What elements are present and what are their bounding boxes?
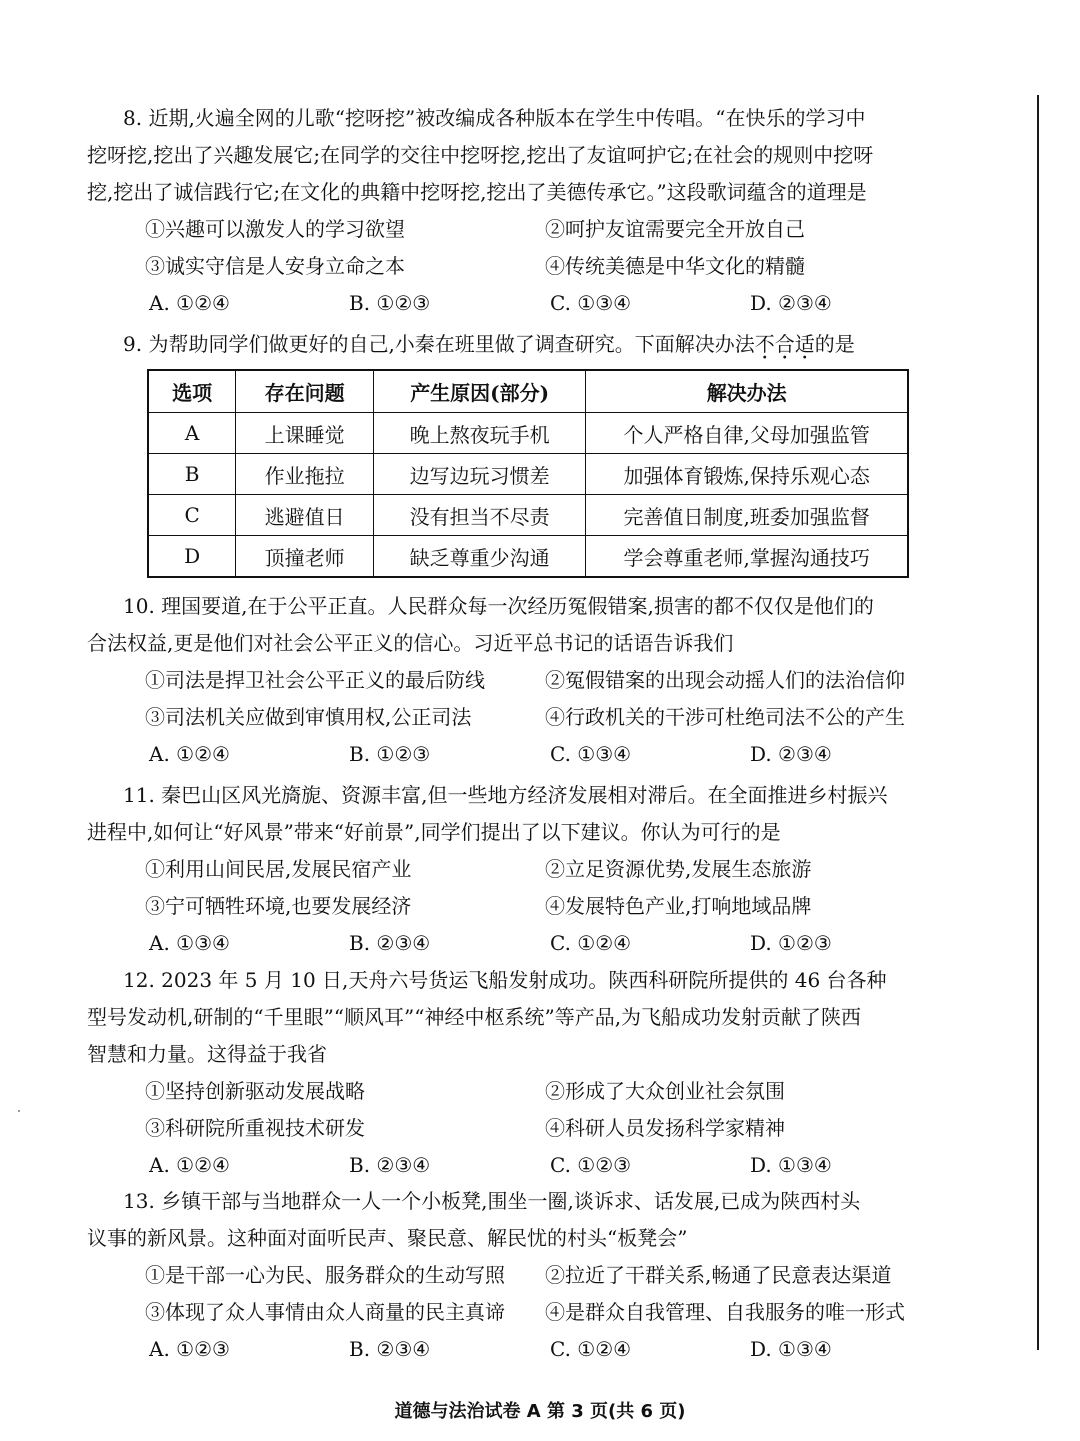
option-row [87, 1257, 987, 1294]
choice-c: C. ①②③ [550, 1153, 632, 1177]
table-cell: C [148, 495, 236, 536]
table-row [148, 413, 908, 454]
option-3: ③宁可牺牲环境,也要发展经济 [145, 894, 412, 918]
choice-b: B. ①②③ [349, 291, 431, 315]
table-cell: 晚上熬夜玩手机 [373, 413, 585, 454]
choice-b: B. ②③④ [349, 1153, 431, 1177]
choice-c: C. ①②④ [550, 931, 632, 955]
choice-a: A. ①②③ [149, 1337, 230, 1361]
table-header: 选项 [148, 370, 236, 413]
table-cell: 没有担当不尽责 [373, 495, 585, 536]
table-row [148, 495, 908, 536]
choice-d: D. ②③④ [750, 742, 832, 766]
option-row [87, 1294, 987, 1331]
table-cell: 个人严格自律,父母加强监管 [586, 413, 908, 454]
table-header: 存在问题 [236, 370, 374, 413]
option-2: ②拉近了干群关系,畅通了民意表达渠道 [545, 1263, 892, 1287]
question-stem-line: 11. 秦巴山区风光旖旎、资源丰富,但一些地方经济发展相对滞后。在全面推进乡村振兴 [123, 783, 888, 807]
option-4: ④发展特色产业,打响地域品牌 [545, 894, 812, 918]
choice-d: D. ①③④ [750, 1337, 832, 1361]
option-row [87, 248, 987, 285]
option-1: ①是干部一心为民、服务群众的生动写照 [145, 1263, 505, 1287]
option-2: ②呵护友谊需要完全开放自己 [545, 217, 805, 241]
choice-d: D. ②③④ [750, 291, 832, 315]
question-13 [87, 1183, 987, 1368]
option-1: ①利用山间民居,发展民宿产业 [145, 857, 412, 881]
choice-a: A. ①②④ [149, 291, 230, 315]
option-3: ③科研院所重视技术研发 [145, 1116, 365, 1140]
table-cell: 上课睡觉 [236, 413, 374, 454]
table-header: 解决办法 [586, 370, 908, 413]
option-4: ④科研人员发扬科学家精神 [545, 1116, 785, 1140]
table-header: 产生原因(部分) [373, 370, 585, 413]
choice-row [87, 285, 987, 322]
question-stem-line: 12. 2023 年 5 月 10 日,天舟六号货运飞船发射成功。陕西科研院所提供的 46 台各种 [123, 968, 887, 992]
table-cell: B [148, 454, 236, 495]
option-3: ③体现了众人事情由众人商量的民主真谛 [145, 1300, 505, 1324]
option-3: ③司法机关应做到审慎用权,公正司法 [145, 705, 472, 729]
choice-row [87, 1331, 987, 1368]
choice-c: C. ①③④ [550, 291, 632, 315]
table-cell: 顶撞老师 [236, 536, 374, 578]
option-row [87, 851, 987, 888]
choice-a: A. ①②④ [149, 742, 230, 766]
table-row [148, 454, 908, 495]
question-8 [87, 100, 987, 322]
option-row [87, 888, 987, 925]
page-footer: 道德与法治试卷 A 第 3 页(共 6 页) [394, 1401, 686, 1422]
stem-text: 的是 [814, 332, 855, 356]
table-cell: 缺乏尊重少沟通 [373, 536, 585, 578]
option-row [87, 211, 987, 248]
question-9 [87, 326, 987, 363]
option-2: ②冤假错案的出现会动摇人们的法治信仰 [545, 668, 905, 692]
option-4: ④传统美德是中华文化的精髓 [545, 254, 805, 278]
table-cell: 边写边玩习惯差 [373, 454, 585, 495]
option-row [87, 1110, 987, 1147]
choice-row [87, 925, 987, 962]
option-row [87, 662, 987, 699]
option-1: ①兴趣可以激发人的学习欲望 [145, 217, 405, 241]
choice-c: C. ①②④ [550, 1337, 632, 1361]
choice-d: D. ①②③ [750, 931, 832, 955]
choice-row [87, 1147, 987, 1184]
option-1: ①司法是捍卫社会公平正义的最后防线 [145, 668, 485, 692]
question-stem-line [87, 326, 987, 363]
option-2: ②立足资源优势,发展生态旅游 [545, 857, 812, 881]
question-stem-line: 智慧和力量。这得益于我省 [87, 1042, 327, 1066]
option-4: ④是群众自我管理、自我服务的唯一形式 [545, 1300, 905, 1324]
option-2: ②形成了大众创业社会氛围 [545, 1079, 785, 1103]
choice-a: A. ①②④ [149, 1153, 230, 1177]
table-header-row [148, 370, 908, 413]
choice-c: C. ①③④ [550, 742, 632, 766]
option-1: ①坚持创新驱动发展战略 [145, 1079, 365, 1103]
table-cell: A [148, 413, 236, 454]
choice-a: A. ①③④ [149, 931, 230, 955]
choice-d: D. ①③④ [750, 1153, 832, 1177]
table-cell: 逃避值日 [236, 495, 374, 536]
stem-text: 9. 为帮助同学们做更好的自己,小秦在班里做了调查研究。下面解决办法 [123, 332, 755, 356]
question-stem-line: 8. 近期,火遍全网的儿歌“挖呀挖”被改编成各种版本在学生中传唱。“在快乐的学习中 [123, 106, 866, 130]
table-cell: 学会尊重老师,掌握沟通技巧 [586, 536, 908, 578]
table-cell: D [148, 536, 236, 578]
scan-speck [18, 1110, 20, 1112]
question-stem-line: 挖呀挖,挖出了兴趣发展它;在同学的交往中挖呀挖,挖出了友谊呵护它;在社会的规则中挖呀 [87, 143, 874, 167]
option-row [87, 1073, 987, 1110]
question-11 [87, 777, 987, 962]
choice-b: B. ②③④ [349, 1337, 431, 1361]
question-stem-line: 议事的新风景。这种面对面听民声、聚民意、解民忧的村头“板凳会” [87, 1226, 688, 1250]
choice-b: B. ②③④ [349, 931, 431, 955]
table-cell: 作业拖拉 [236, 454, 374, 495]
question-10 [87, 588, 987, 773]
table-cell: 完善值日制度,班委加强监督 [586, 495, 908, 536]
question-stem-line: 型号发动机,研制的“千里眼”“顺风耳”“神经中枢系统”等产品,为飞船成功发射贡献了陕西 [87, 1005, 862, 1029]
question-stem-line: 13. 乡镇干部与当地群众一人一个小板凳,围坐一圈,谈诉求、话发展,已成为陕西村头 [123, 1189, 861, 1213]
question-stem-line: 10. 理国要道,在于公平正直。人民群众每一次经历冤假错案,损害的都不仅仅是他们的 [123, 594, 874, 618]
emphasis-char: 适 [794, 332, 815, 356]
option-4: ④行政机关的干涉可杜绝司法不公的产生 [545, 705, 905, 729]
question-stem-line: 挖,挖出了诚信践行它;在文化的典籍中挖呀挖,挖出了美德传承它。”这段歌词蕴含的道理是 [87, 180, 867, 204]
emphasis-char: 不 [754, 332, 775, 356]
option-3: ③诚实守信是人安身立命之本 [145, 254, 405, 278]
table-row [148, 536, 908, 578]
emphasis-char: 合 [774, 332, 795, 356]
choice-row [87, 736, 987, 773]
choice-b: B. ①②③ [349, 742, 431, 766]
question-12 [87, 962, 987, 1184]
table-cell: 加强体育锻炼,保持乐观心态 [586, 454, 908, 495]
option-row [87, 699, 987, 736]
question-stem-line: 合法权益,更是他们对社会公平正义的信心。习近平总书记的话语告诉我们 [87, 631, 734, 655]
question-stem-line: 进程中,如何让“好风景”带来“好前景”,同学们提出了以下建议。你认为可行的是 [87, 820, 781, 844]
survey-table [147, 369, 909, 578]
right-margin-rule [1037, 95, 1039, 1350]
